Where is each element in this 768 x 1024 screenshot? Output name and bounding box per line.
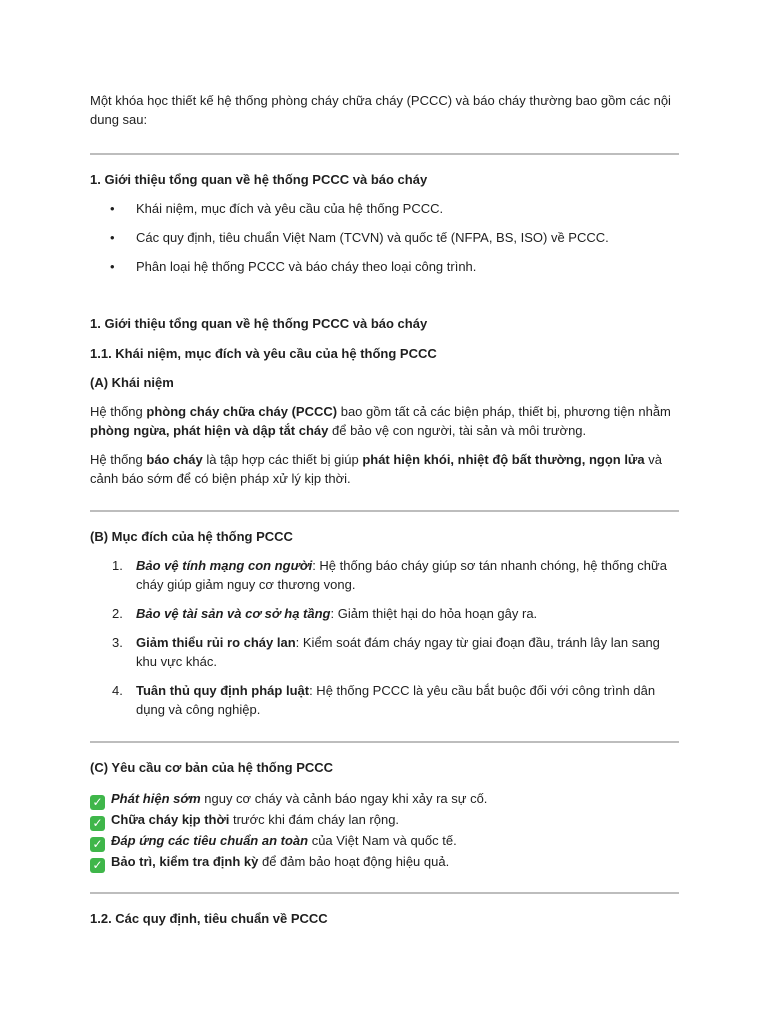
section-heading: 1. Giới thiệu tổng quan về hệ thống PCCC và báo cháy [90,172,428,187]
check-mark-icon: ✓ [90,816,105,831]
divider [90,892,679,894]
subsection-heading: (A) Khái niệm [90,375,174,390]
bullet-icon: • [110,259,115,274]
definition-paragraph: Hệ thống phòng cháy chữa cháy (PCCC) bao gồm tất cả các biện pháp, thiết bị, phương tiện nhằm phòng ngừa, phát hiện và dập tắt cháy để bảo vệ con người, tài sản và môi trường. [90,404,671,438]
list-item: ✓ Phát hiện sớm nguy cơ cháy và cảnh báo ngay khi xảy ra sự cố. [90,789,680,810]
subsection-heading: 1.2. Các quy định, tiêu chuẩn về PCCC [90,911,328,926]
divider [90,153,679,155]
subsection-heading: (C) Yêu cầu cơ bản của hệ thống PCCC [90,760,334,775]
check-mark-icon: ✓ [90,837,105,852]
intro-paragraph: Một khóa học thiết kế hệ thống phòng cháy chữa cháy (PCCC) và báo cháy thường bao gồm các nội dung sau: [90,93,671,127]
check-mark-icon: ✓ [90,858,105,873]
divider [90,510,679,512]
list-item: ✓ Chữa cháy kịp thời trước khi đám cháy lan rộng. [90,810,680,831]
check-mark-icon: ✓ [90,795,105,810]
list-item: ✓ Đáp ứng các tiêu chuẩn an toàn của Việt Nam và quốc tế. [90,831,680,852]
subsection-heading: (B) Mục đích của hệ thống PCCC [90,529,293,544]
divider [90,741,679,743]
subsection-heading: 1.1. Khái niệm, mục đích và yêu cầu của hệ thống PCCC [90,346,437,361]
bullet-icon: • [110,201,115,216]
section-heading: 1. Giới thiệu tổng quan về hệ thống PCCC và báo cháy [90,316,428,331]
definition-paragraph: Hệ thống báo cháy là tập hợp các thiết bị giúp phát hiện khói, nhiệt độ bất thường, ngọn lửa và cảnh báo sớm để có biện pháp xử lý kịp thời. [90,452,662,486]
bullet-icon: • [110,230,115,245]
list-item: ✓ Bảo trì, kiểm tra định kỳ để đảm bảo hoạt động hiệu quả. [90,852,680,873]
